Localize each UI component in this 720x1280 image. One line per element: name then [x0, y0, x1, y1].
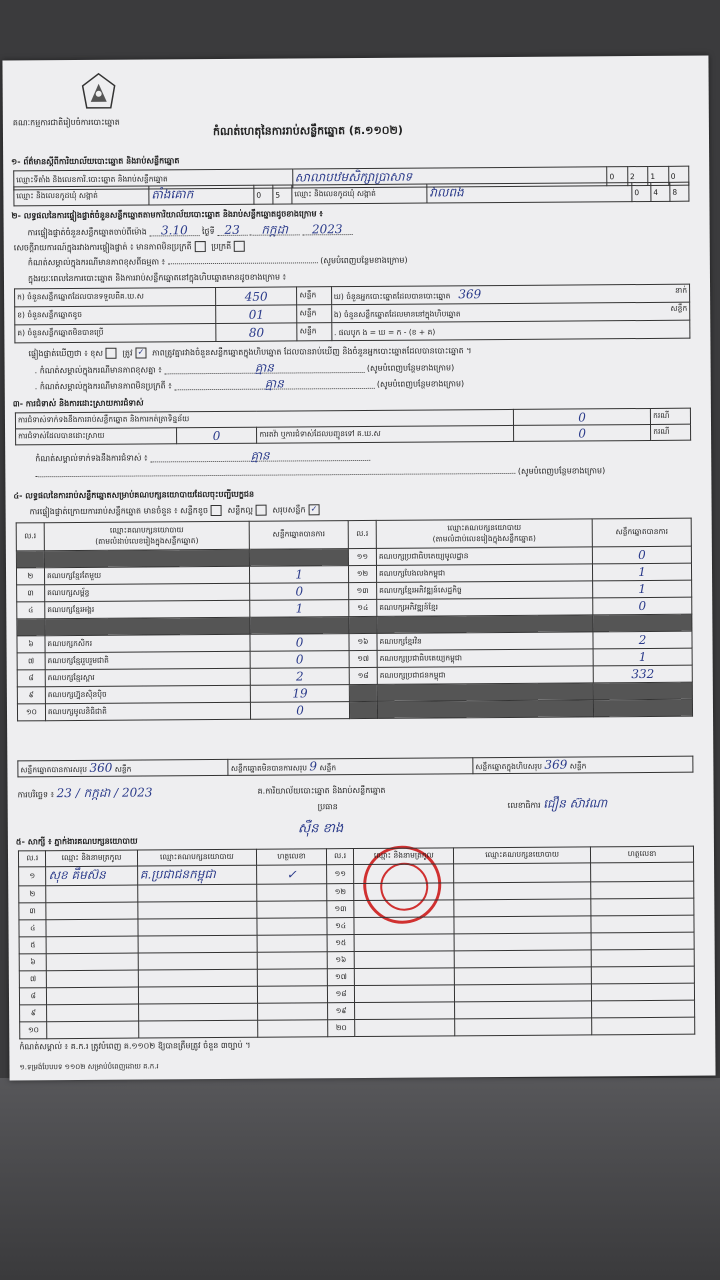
abnormal-line: [14, 241, 248, 254]
commune-label: ឈ្មោះ និងលេខកូដឃុំ សង្កាត់: [292, 184, 427, 204]
party-no: ៩: [17, 687, 45, 704]
count-label: ក) ចំនួនសន្លឹកឆ្នោតដែលបានទទួលពីគ.ឃ.ស: [15, 287, 216, 306]
party-row: [17, 699, 692, 721]
party-no: ១០: [17, 704, 45, 721]
objection-note-hint-line: [35, 466, 605, 480]
signoff-date-label: ការបរិច្ឆេទ ៖: [17, 790, 55, 800]
party-no: [17, 619, 45, 636]
witness-party: [138, 969, 258, 987]
witness-party: [137, 884, 257, 902]
witness-sign: [257, 969, 327, 986]
objection-note-label: កំណត់សម្គាល់ទាក់ទងនឹងការជំទាស់ ៖: [35, 453, 148, 464]
abnormal-opt1: មានភាពមិនប្រក្រតី: [136, 242, 192, 252]
w-col-name-right: ឈ្មោះ និងនាមត្រកូល: [354, 848, 454, 865]
w-col-party-right: ឈ្មោះគណបក្សនយោបាយ: [454, 847, 591, 864]
witness-name: សុខ គឹមស៊ន: [46, 866, 137, 886]
w-col-sign-right: ហត្ថលេខា: [590, 846, 693, 863]
witness-no-right: ១១: [326, 865, 354, 884]
witness-sign-right: [592, 1017, 695, 1035]
witness-sign: [257, 901, 327, 918]
objection-note-hint: (សូមបំពេញបន្ថែមខាងក្រោម): [517, 466, 606, 476]
org-name: គណៈកម្មការជាតិរៀបចំការបោះឆ្នោត: [12, 117, 120, 128]
total-all-value: 369: [544, 757, 568, 772]
witness-row: [20, 1017, 695, 1039]
date-value: 23: [217, 225, 247, 236]
witness-party: [138, 1020, 258, 1038]
signoff-date: [18, 787, 153, 800]
remark1-label: . កំណត់សម្គាល់ក្នុងករណីមានភាពខុសគ្នា ៖: [34, 365, 162, 376]
count-right-label: ង) ចំនួនសន្លឹកឆ្នោតដែលមាននៅក្នុងហិបឆ្នោត: [333, 309, 461, 320]
party-no: ៦: [17, 636, 45, 653]
time-line: [28, 224, 353, 238]
count-right-unit: សន្លឹក: [670, 303, 688, 313]
witness-party-right: [454, 933, 591, 951]
count-label: ខ) ចំនួនសន្លឹកឆ្នោតខូច: [15, 305, 216, 324]
count-right-unit: នាក់: [675, 285, 688, 295]
district-value: តាំងគោក: [149, 185, 254, 205]
party-votes: [594, 699, 693, 717]
party-name: [44, 549, 249, 567]
witness-sign: [257, 952, 327, 969]
checkbox-correct[interactable]: ✓: [135, 347, 146, 358]
remark1-line: [35, 361, 455, 376]
witness-party: [138, 986, 258, 1004]
check-note: ភាពត្រូវគ្នារវាងចំនួនសន្លឹកឆ្នោតក្នុងហិបឆ្នោត ដែលបានរាប់ឃើញ និងចំនួនអ្នកបោះឆ្នោតដែលបានបោះឆ្នោត ។: [152, 346, 472, 358]
count-unit: សន្លឹក: [297, 305, 331, 323]
emblem-logo: [81, 72, 117, 112]
code-digit: 8: [670, 182, 689, 201]
objection-value: 0: [513, 408, 650, 425]
witness-name: [47, 970, 138, 988]
count-value: 80: [216, 323, 298, 342]
count-right-value: 369: [458, 287, 482, 302]
code-digit: 0: [668, 166, 689, 185]
party-votes: 0: [250, 634, 349, 652]
party-votes: [250, 549, 349, 567]
total-invalid-value: 9: [309, 759, 318, 774]
witness-no-right: ១៩: [327, 1003, 355, 1020]
count-right-cell: [331, 320, 689, 341]
w-col-sign: ហត្ថលេខា: [257, 849, 327, 865]
count-right-label: . ផលបូក ង = ឃ = ក - (ខ + គ): [333, 327, 436, 338]
col-no: ល.រ: [16, 523, 44, 551]
checkbox-good[interactable]: [256, 505, 267, 516]
witness-name-right: [355, 951, 455, 969]
party-votes: [250, 617, 349, 635]
party-votes: 1: [250, 600, 349, 618]
abnormal-opt2: ប្រក្រតី: [211, 241, 232, 252]
witness-name-right: [355, 968, 455, 986]
party-no: [16, 551, 44, 568]
witness-party: [138, 918, 258, 936]
witness-name: [46, 902, 137, 920]
remark2-label: . កំណត់សម្គាល់ក្នុងករណីមានភាពមិនប្រក្រតី ៖: [34, 381, 172, 392]
total-invalid-unit: សន្លឹក: [319, 763, 337, 773]
note-label: កំណត់សម្គាល់ក្នុងករណីមានភាពខុសពីធម្មតា ៖: [27, 257, 166, 268]
witness-name-right: [354, 900, 454, 918]
witness-name: [47, 936, 138, 954]
secretary-label: លេខាធិការ: [507, 800, 541, 810]
witness-name-right: [354, 883, 454, 901]
count-right-label: ឃ) ចំនួនអ្នកបោះឆ្នោតដែលបានបោះឆ្នោត: [333, 291, 451, 302]
witness-party-right: [455, 1018, 592, 1036]
remark2-hint: (សូមបំពេញបន្ថែមខាងក្រោម): [376, 379, 465, 389]
total-valid-value: 360: [89, 760, 113, 775]
objection-note-value: គ្មាន: [150, 450, 370, 463]
witness-party-right: [455, 1001, 592, 1019]
witness-sign: ✓: [257, 865, 327, 884]
party-votes: 0: [592, 546, 691, 564]
table-intro: ក្នុងរយៈពេលនៃការបោះឆ្នោត និងការរាប់សន្លឹកឆ្នោតនៅក្នុងហិបឆ្នោតមានដូចខាងក្រោម ៖: [27, 272, 287, 284]
party-votes: 2: [593, 631, 692, 649]
location-label: ឈ្មោះទីតាំង និងលេខការិ.បោះឆ្នោត និងរាប់សន្លឹកឆ្នោត: [14, 169, 293, 190]
total-valid: [18, 759, 229, 776]
witness-party: [138, 952, 258, 970]
witness-no-right: ១៤: [327, 918, 355, 935]
secretary: [508, 798, 608, 811]
witness-name-right: [355, 985, 455, 1003]
party-name: គណបក្សមូលនិធិជាតិ: [45, 702, 250, 720]
section1-heading: ១- ព័ត៌មានស្ដីពីការិយាល័យបោះឆ្នោត និងរាប់សន្លឹកឆ្នោត: [11, 156, 180, 167]
col-party-right-label: ឈ្មោះគណបក្សនយោបាយ: [447, 522, 522, 532]
party-name: គណបក្សខ្មែរអង្គរ: [45, 600, 250, 618]
party-votes: 1: [250, 566, 349, 584]
party-no: ១១: [348, 548, 376, 565]
witness-sign-right: [591, 1000, 694, 1018]
party-name: គណបក្សប្រជាធិបតេយ្យកម្ពុជា: [377, 649, 593, 668]
checkbox-normal[interactable]: [234, 241, 245, 252]
witness-sign-right: [591, 881, 694, 899]
count-value: 01: [215, 305, 297, 324]
check-label: ផ្ទៀងផ្ទាត់ឃើញថា ៖: [28, 348, 88, 359]
ballot-count-table: [14, 284, 690, 344]
w-col-no: ល.រ: [18, 851, 46, 867]
party-no: ៣: [17, 585, 45, 602]
witness-party-right: [455, 967, 592, 985]
witness-sign-right: [591, 966, 694, 984]
party-name: គណបក្សខ្មែរស្ដារ: [45, 668, 250, 686]
witness-no: ៦: [19, 954, 47, 971]
witness-party-right: [454, 916, 591, 934]
party-no: ១៤: [349, 599, 377, 616]
witness-name: [47, 987, 138, 1005]
party-no: ៨: [17, 670, 45, 687]
signoff-date-value: 23 / កក្កដា / 2023: [56, 785, 153, 801]
section1-table-row2: [13, 182, 689, 207]
total-invalid: [228, 758, 473, 776]
forwarded-label: ការតវ៉ា ឬការជំទាស់ដែលបញ្ជូនទៅ គ.ឃ.ស: [257, 425, 514, 443]
party-name: គណបក្សខ្មែរតែមួយ: [44, 566, 249, 584]
party-votes: 0: [251, 702, 350, 720]
remark1-hint: (សូមបំពេញបន្ថែមខាងក្រោម): [366, 363, 455, 373]
forwarded-value: 0: [514, 424, 651, 441]
party-votes: 2: [250, 668, 349, 686]
witness-no-right: ១៥: [327, 935, 355, 952]
party-no: ១៣: [349, 582, 377, 599]
party-votes: 332: [593, 665, 692, 683]
party-name: គណបក្សប្រជាជនកម្ពុជា: [377, 666, 593, 685]
total-invalid-label: សន្លឹកឆ្នោតមិនបានការសរុប: [230, 763, 308, 773]
witness-name: [47, 953, 138, 971]
witness-name-right: [354, 864, 454, 884]
check-opt2: ត្រូវ: [122, 348, 133, 358]
resolved-label: ការជំទាស់ដែលបានដោះស្រាយ: [16, 428, 177, 445]
party-no: ១៧: [349, 650, 377, 667]
checkbox-spoiled[interactable]: [211, 505, 222, 516]
party-votes: 0: [593, 597, 692, 615]
witness-party-right: [454, 882, 591, 900]
remark2-line: [35, 377, 465, 392]
party-no: ៤: [17, 602, 45, 619]
witness-no: ២: [19, 886, 47, 903]
party-votes: 0: [250, 583, 349, 601]
total-valid-unit: សន្លឹក: [114, 764, 132, 774]
witness-sign: [257, 918, 327, 935]
note-line: [28, 256, 408, 269]
party-votes: 1: [593, 648, 692, 666]
location-value: សាលាបឋមសិក្សាប្រាសាទ: [292, 167, 607, 188]
witness-party: [138, 935, 258, 953]
witness-name-right: [355, 1019, 455, 1037]
w-col-name: ឈ្មោះ និងនាមត្រកូល: [46, 850, 137, 867]
form-footer: ១.ទម្រង់បែបបទ ១១០២ សម្រាប់បំពេញដោយ គ.ក.រ: [19, 1062, 159, 1072]
total-all-label: សន្លឹកឆ្នោតក្នុងហិបសរុប: [475, 761, 543, 772]
col-party-label: ឈ្មោះគណបក្សនយោបាយ: [109, 524, 184, 535]
witness-sign: [257, 884, 327, 901]
checkbox-wrong[interactable]: [106, 348, 117, 359]
year-value: 2023: [302, 224, 352, 235]
party-name: គណបក្សបែងលងកម្ពុជា: [376, 564, 592, 583]
witness-no: ១: [19, 867, 47, 886]
party-name: គណបក្សហ្វ៊ុនស៊ិនប៉ិច: [45, 685, 250, 703]
col-party: [44, 521, 249, 550]
party-votes: 19: [250, 685, 349, 703]
party-name: គណបក្សកសិករ: [45, 634, 250, 652]
forwarded-unit: ករណី: [651, 424, 691, 440]
resolved-value: 0: [176, 427, 257, 444]
party-no: [349, 684, 377, 701]
witness-no-right: ២០: [328, 1020, 356, 1037]
code-digit: 0: [254, 185, 273, 204]
witness-no-right: ១៦: [327, 952, 355, 969]
col-party-sub: (តាមលំដាប់លេខរៀងក្នុងសន្លឹកឆ្នោត): [95, 535, 199, 546]
total-all: [473, 756, 693, 774]
witness-party-right: [455, 984, 592, 1002]
election-form-sheet: [2, 56, 715, 1081]
section3-heading: ៣- ការជំទាស់ និងការដោះស្រាយការជំទាស់: [12, 398, 144, 409]
count-unit: សន្លឹក: [297, 287, 331, 305]
witness-sign: [258, 1020, 328, 1037]
objection-unit: ករណី: [651, 408, 691, 424]
witness-sign: [258, 986, 328, 1003]
witness-sign: [257, 935, 327, 952]
party-no: [349, 701, 377, 718]
time-label: ការផ្ទៀងផ្ទាត់ចំនួនសន្លឹកឆ្នោតចាប់ពីម៉ោង: [27, 227, 147, 238]
ballot-opt3: សរុបសន្លឹក: [272, 505, 306, 515]
col-party-right: [376, 519, 592, 549]
commune-value: វាលពង: [427, 183, 632, 203]
code-digit: 0: [607, 167, 628, 186]
remark2-value: គ្មាន: [174, 378, 374, 390]
party-no: ១៨: [349, 667, 377, 684]
check-line: [28, 345, 471, 359]
background-surface: [0, 1078, 720, 1280]
witness-sign-right: [591, 862, 694, 882]
witness-party: [138, 1003, 258, 1021]
witness-no-right: ១២: [327, 884, 355, 901]
count-row: [15, 320, 690, 343]
chair-signature: ស៊ឺន ខាង: [297, 821, 344, 837]
witness-sign-right: [591, 983, 694, 1001]
objection-table: [15, 408, 691, 446]
party-name: គណបក្សខ្មែរវិន: [377, 632, 593, 651]
count-label: គ) ចំនួនសន្លឹកឆ្នោតមិនបានប្រើ: [15, 323, 216, 342]
party-no: ២: [16, 568, 44, 585]
party-votes: 0: [250, 651, 349, 669]
witness-sign-right: [591, 949, 694, 967]
party-name: [377, 700, 593, 719]
secretary-value: ជឿន ស៊ាវណា: [543, 796, 608, 811]
count-unit: សន្លឹក: [297, 323, 331, 341]
witness-no-right: ១៧: [327, 969, 355, 986]
chair-label: ប្រធាន: [317, 802, 338, 812]
col-votes: សន្លឹកឆ្នោតបានការ: [249, 521, 348, 550]
party-votes: [593, 682, 692, 700]
count-value: 450: [215, 287, 297, 306]
ballot-check-line: [30, 504, 323, 517]
totals-row: [17, 756, 693, 778]
witness-party-right: [454, 950, 591, 968]
witness-name: [47, 1021, 138, 1039]
section2-heading: ២- លទ្ធផលនៃការផ្ទៀងផ្ទាត់ចំនួនសន្លឹកឆ្នោតតាមការិយាល័យបោះឆ្នោត និងរាប់សន្លឹកឆ្នោតដូចខាងក្រោម ៖: [11, 209, 323, 221]
form-title: កំណត់ហេតុនៃការរាប់សន្លឹកឆ្នោត (គ.១១០២): [212, 123, 403, 139]
witness-no-right: ១៨: [327, 986, 355, 1003]
w-col-party: ឈ្មោះគណបក្សនយោបាយ: [137, 849, 257, 866]
witness-name-right: [354, 934, 454, 952]
footnote: កំណត់សម្គាល់ ៖ គ.ក.រ ត្រូវបំពេញ គ.១១០២ ឱ្យបានត្រឹមត្រូវ ចំនួន ៣ច្បាប់ ។: [19, 1040, 251, 1052]
time-value: 3.10: [149, 225, 199, 236]
col-party-right-sub: (តាមលំដាប់លេខរៀងក្នុងសន្លឹកឆ្នោត): [432, 533, 536, 543]
party-name: [377, 615, 593, 634]
party-no: ១២: [348, 565, 376, 582]
witness-no: ៤: [19, 920, 47, 937]
w-col-no-right: ល.រ: [326, 849, 354, 865]
note-hint: (សូមបំពេញបន្ថែមខាងក្រោម): [320, 255, 408, 266]
total-valid-label: សន្លឹកឆ្នោតបានការសរុប: [20, 764, 88, 775]
section4-heading: ៤- លទ្ធផលនៃការរាប់សន្លឹកឆ្នោតសម្រាប់គណបក្សនយោបាយដែលចុះបញ្ជីបេក្ខជន: [13, 489, 255, 501]
ballot-opt1: សន្លឹកខូច: [180, 506, 209, 516]
objection-label: ការជំទាស់ទាក់ទងនឹងការរាប់សន្លឹកឆ្នោត និងការកត់ត្រាទិន្នន័យ: [15, 409, 513, 428]
witness-no: ៩: [20, 1005, 48, 1022]
party-name: គណបក្សខ្មែររួបរួមជាតិ: [45, 651, 250, 669]
party-votes: [593, 614, 692, 632]
abnormal-label: សេចក្ដីរាយការណ៍ក្នុងរវាងការផ្ទៀងផ្ទាត់ ៖: [13, 242, 134, 253]
party-no: ១៦: [349, 633, 377, 650]
witness-no: ៨: [19, 988, 47, 1005]
code-digit: 4: [651, 182, 670, 201]
check-opt1: ខុស: [90, 348, 104, 358]
party-name: គណបក្សប្រជាធិបតេយ្យមូលដ្ឋាន: [376, 547, 592, 566]
code-digit: 5: [273, 185, 292, 204]
witness-sign-right: [591, 898, 694, 916]
witness-sign-right: [591, 915, 694, 933]
code-digit: 0: [632, 182, 651, 201]
witness-no: ១០: [20, 1022, 48, 1039]
total-all-unit: សន្លឹក: [569, 761, 587, 771]
district-label: ឈ្មោះ និងលេខកូដឃុំ សង្កាត់: [14, 186, 149, 206]
party-no: [349, 616, 377, 633]
witness-table: [18, 846, 695, 1040]
witness-no: ៣: [19, 903, 47, 920]
party-name: [377, 683, 593, 702]
ballot-check-sub: ការផ្ទៀងផ្ទាត់ក្រោយការរាប់សន្លឹកឆ្នោត មានចំនួន ៖: [29, 506, 178, 517]
section5-heading: ៥- សាក្សី ៖ ភ្នាក់ងារគណបក្សនយោបាយ: [15, 836, 138, 847]
witness-name-right: [354, 917, 454, 935]
objection-note-line: [35, 450, 370, 464]
party-votes: 1: [593, 563, 692, 581]
party-name: គណបក្សអភិវឌ្ឍន៍ខ្មែរ: [377, 598, 593, 617]
witness-sign: [258, 1003, 328, 1020]
party-name: [45, 617, 250, 635]
col-no-right: ល.រ: [348, 520, 376, 548]
witness-name-right: [355, 1002, 455, 1020]
witness-no: ៥: [19, 937, 47, 954]
party-votes: 1: [593, 580, 692, 598]
party-results-table: [16, 518, 693, 722]
witness-name: [46, 919, 137, 937]
witness-party: គ.ប្រជាជនកម្ពុជា: [137, 865, 257, 885]
party-no: ៧: [17, 653, 45, 670]
code-digit: 1: [648, 166, 669, 185]
col-votes-right: សន្លឹកឆ្នោតបានការ: [592, 518, 691, 547]
date-label: ថ្ងៃទី: [201, 226, 215, 237]
witness-no-right: ១៣: [327, 901, 355, 918]
witness-name: [47, 1004, 138, 1022]
ballot-opt2: សន្លឹកល្អ: [227, 505, 253, 515]
witness-sign-right: [591, 932, 694, 950]
witness-party-right: [454, 863, 591, 883]
witness-party: [137, 901, 257, 919]
witness-party-right: [454, 899, 591, 917]
remark1-value: គ្មាន: [164, 362, 364, 374]
committee-name: គ.ការិយាល័យបោះឆ្នោត និងរាប់សន្លឹកឆ្នោត: [257, 785, 386, 796]
checkbox-abnormal[interactable]: [195, 241, 206, 252]
party-name: គណបក្សខ្មែរអភិវឌ្ឍន៍សេដ្ឋកិច្ច: [377, 581, 593, 600]
code-digit: 2: [627, 166, 648, 185]
month-value: កក្កដា: [250, 224, 300, 235]
witness-no: ៧: [19, 971, 47, 988]
party-name: គណបក្សសម្ព័ន្ធ: [44, 583, 249, 601]
checkbox-total[interactable]: ✓: [308, 504, 319, 515]
witness-name: [46, 885, 137, 903]
